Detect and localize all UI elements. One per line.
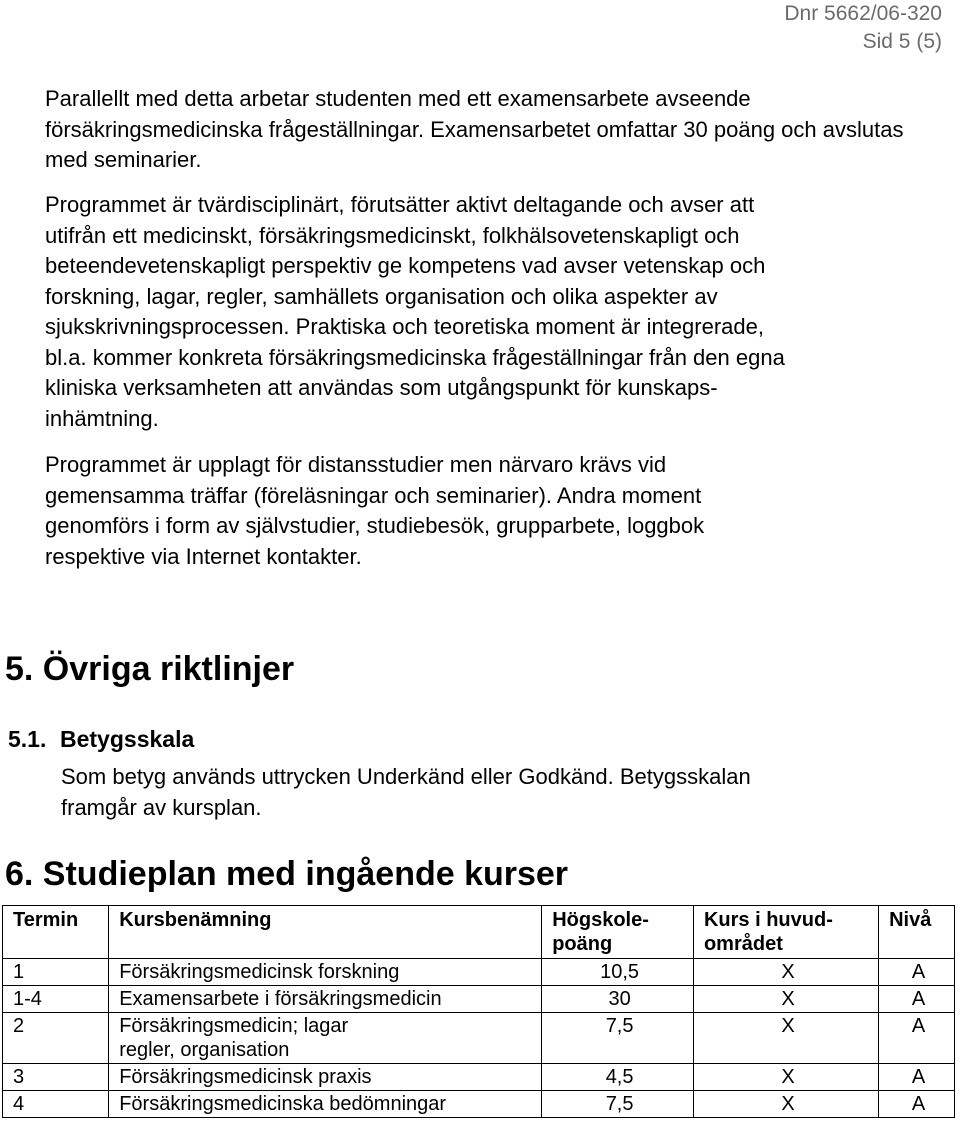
cell-main-field: X [693, 1091, 878, 1118]
cell-course-name: Försäkringsmedicinsk praxis [109, 1064, 542, 1091]
section-heading-ovriga-riktlinjer: 5. Övriga riktlinjer [5, 650, 295, 688]
page-number: Sid 5 (5) [862, 30, 942, 53]
cell-level: A [879, 1013, 955, 1064]
cell-course-name: Försäkringsmedicin; lagar regler, organisation [109, 1013, 542, 1064]
table-row [3, 959, 955, 986]
text-line: forskning, lagar, regler, samhällets organisation och olika aspekter av [45, 283, 718, 309]
text-line: gemensamma träffar (föreläsningar och seminarier). Andra moment [45, 482, 702, 508]
cell-points: 7,5 [542, 1091, 694, 1118]
cell-level: A [879, 1091, 955, 1118]
text-line: framgår av kursplan. [61, 794, 262, 820]
table-row [3, 986, 955, 1013]
cell-term: 1 [3, 959, 109, 986]
course-table [2, 905, 955, 1118]
subsection-title: Betygsskala [60, 726, 195, 752]
cell-points: 7,5 [542, 1013, 694, 1064]
text-line: inhämtning. [45, 405, 159, 431]
column-header-hogskolepoang [542, 906, 694, 959]
paragraph-program-description [45, 190, 950, 434]
column-header-termin: Termin [3, 906, 109, 959]
cell-points: 10,5 [542, 959, 694, 986]
text-line: utifrån ett medicinskt, försäkringsmedicinskt, folkhälsovetenskapligt och [45, 222, 740, 248]
header-line: Högskole- [552, 909, 649, 931]
cell-main-field: X [693, 986, 878, 1013]
table-row [3, 1013, 955, 1064]
paragraph-examensarbete: Parallellt med detta arbetar studenten med ett examensarbete avseende försäkringsmedicinska frågeställningar. Examensarbetet omfattar 30 poäng och avslutas med seminarier. [45, 86, 904, 172]
text-line: respektive via Internet kontakter. [45, 543, 362, 569]
header-line: området [703, 933, 783, 955]
column-header-kursbenamning: Kursbenämning [109, 906, 542, 959]
column-header-kurs-i-huvudomradet [693, 906, 878, 959]
cell-course-name: Försäkringsmedicinska bedömningar [109, 1091, 542, 1118]
cell-main-field: X [693, 959, 878, 986]
table-row [3, 1091, 955, 1118]
text-line: kliniska verksamheten att användas som utgångspunkt för kunskaps- [45, 375, 718, 400]
cell-course-name: Försäkringsmedicinsk forskning [109, 959, 542, 986]
document-reference-number: Dnr 5662/06-320 [784, 2, 942, 25]
cell-main-field: X [693, 1013, 878, 1064]
column-header-niva: Nivå [879, 906, 955, 959]
text-line: genomförs i form av självstudier, studiebesök, grupparbete, loggbok [45, 513, 705, 538]
cell-main-field: X [693, 1064, 878, 1091]
text-line: bl.a. kommer konkreta försäkringsmedicinska frågeställningar från den egna [45, 344, 785, 370]
subsection-heading-betygsskala [8, 724, 194, 754]
document-header [784, 0, 942, 56]
cell-level: A [879, 1064, 955, 1091]
cell-points: 30 [542, 986, 694, 1013]
text-line: beteendevetenskapligt perspektiv ge kompetens vad avser vetenskap och [45, 253, 766, 278]
header-line: poäng [552, 933, 613, 955]
cell-course-name: Examensarbete i försäkringsmedicin [109, 986, 542, 1013]
cell-term: 1-4 [3, 986, 109, 1013]
cell-term: 4 [3, 1091, 109, 1118]
cell-term: 2 [3, 1013, 109, 1064]
table-header-row [3, 906, 955, 959]
text-line: sjukskrivningsprocessen. Praktiska och teoretiska moment är integrerade, [45, 314, 764, 339]
text-line: Programmet är tvärdisciplinärt, förutsätter aktivt deltagande och avser att [45, 192, 755, 217]
text-line: Som betyg används uttrycken Underkänd eller Godkänd. Betygsskalan [61, 764, 751, 789]
text-line: Programmet är upplagt för distansstudier men närvaro krävs vid [45, 452, 667, 477]
paragraph-grading [61, 762, 941, 823]
cell-level: A [879, 986, 955, 1013]
cell-term: 3 [3, 1064, 109, 1091]
cell-points: 4,5 [542, 1064, 694, 1091]
subsection-number: 5.1. [8, 726, 47, 752]
paragraph-distance-studies [45, 450, 950, 572]
table-row [3, 1064, 955, 1091]
header-line: Kurs i huvud- [703, 909, 833, 931]
cell-level: A [879, 959, 955, 986]
section-heading-studieplan: 6. Studieplan med ingående kurser [5, 855, 569, 893]
